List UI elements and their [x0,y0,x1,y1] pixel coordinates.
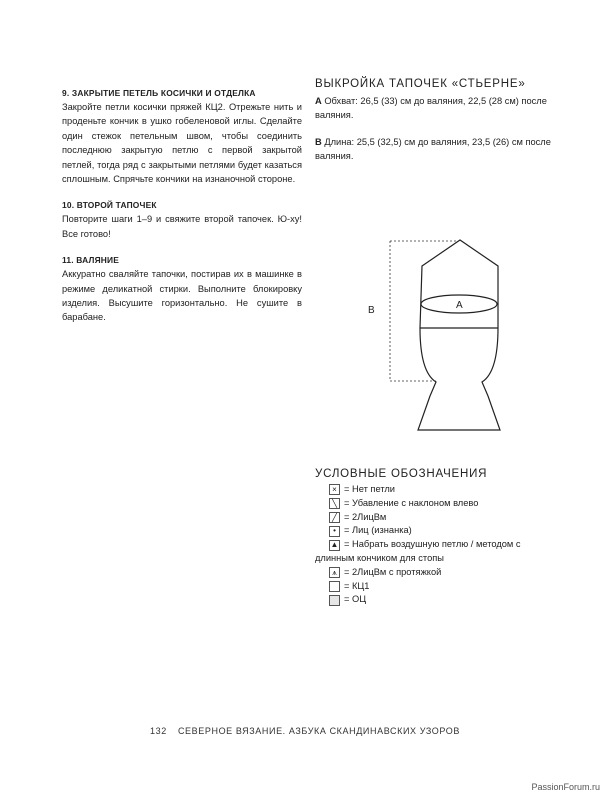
measurement-b-label: В [315,136,322,147]
measurement-a [315,94,555,123]
legend-item-k2tog-psso [315,566,555,580]
page-footer [0,726,610,736]
pattern-title: ВЫКРОЙКА ТАПОЧЕК «СТЬЕРНЕ» [315,78,526,90]
left-slant-decrease-icon: ╲ [329,498,340,509]
legend-text: = 2ЛицВм [344,511,387,522]
section-title: 9. ЗАКРЫТИЕ ПЕТЕЛЬ КОСИЧКИ И ОТДЕЛКА [62,88,256,98]
legend-text: = Нет петли [344,484,395,494]
legend-item-kc1 [315,580,555,594]
legend-item-knit-ws [315,524,555,538]
main-color-swatch [329,595,340,606]
dot-icon: • [329,526,340,537]
pattern-block [315,78,555,176]
legend-item-oc [315,593,555,607]
legend [315,468,555,607]
page-number: 132 [150,726,167,736]
legend-title: УСЛОВНЫЕ ОБОЗНАЧЕНИЯ [315,468,488,480]
label-b: B [368,305,375,316]
legend-text: = Убавление с наклоном влево [344,497,479,508]
double-decrease-icon: ⩚ [329,567,340,578]
triangle-icon: ▲ [330,540,339,550]
legend-text: = Набрать воздушную петлю / методом с длинным кончиком для стопы [315,539,521,563]
legend-item-k2tog [315,511,555,525]
slipper-outline [418,240,500,430]
legend-text: = ОЦ [344,594,367,605]
legend-text: = КЦ1 [344,580,370,591]
section-finishing [62,88,302,186]
measurement-b [315,135,555,164]
book-title: СЕВЕРНОЕ ВЯЗАНИЕ. АЗБУКА СКАНДИНАВСКИХ УЗОРОВ [177,726,460,736]
section-second-slipper [62,200,302,241]
label-a: A [456,300,463,311]
contrast-color-swatch [329,581,340,592]
section-body: Закройте петли косички пряжей КЦ2. Отрежьте нить и проденьте кончик в ушко гобеленовой иглы. Сделайте один стежок петельным швом, чтобы соединить последнюю закрытую петлю с первой закрытой петлей, тогда ряд с закрытыми петлями будет казаться сплошным. Спрячьте кончики на изнаночной стороне. [62,102,302,185]
watermark: PassionForum.ru [531,782,600,792]
measurement-b-text: Длина: 25,5 (32,5) см до валяния, 23,5 (26) см после валяния. [315,136,551,162]
measurement-a-label: А [315,96,322,106]
legend-item-no-stitch [315,483,555,497]
legend-item-ssk [315,497,555,511]
slipper-schematic [360,230,520,440]
section-title: 11. ВАЛЯНИЕ [62,255,120,266]
no-stitch-icon: × [329,484,340,495]
measurement-a-text: Обхват: 26,5 (33) см до валяния, 22,5 (28 см) после валяния. [315,96,547,121]
legend-text: = 2ЛицВм с протяжкой [344,566,442,577]
legend-item-cast-on [315,538,555,566]
section-felting [62,255,302,325]
right-slant-decrease-icon: ╱ [329,512,340,523]
instructions-column [62,88,302,339]
legend-text: = Лиц (изнанка) [344,525,412,536]
section-title: 10. ВТОРОЙ ТАПОЧЕК [62,200,157,211]
section-body: Повторите шаги 1–9 и свяжите второй тапочек. Ю-ху! Все готово! [62,214,302,239]
section-body: Аккуратно сваляйте тапочки, постирав их в машинке в режиме деликатной стирки. Выполните блокировку изделия. Высушите горизонтально. Не сушите в барабане. [62,269,302,323]
